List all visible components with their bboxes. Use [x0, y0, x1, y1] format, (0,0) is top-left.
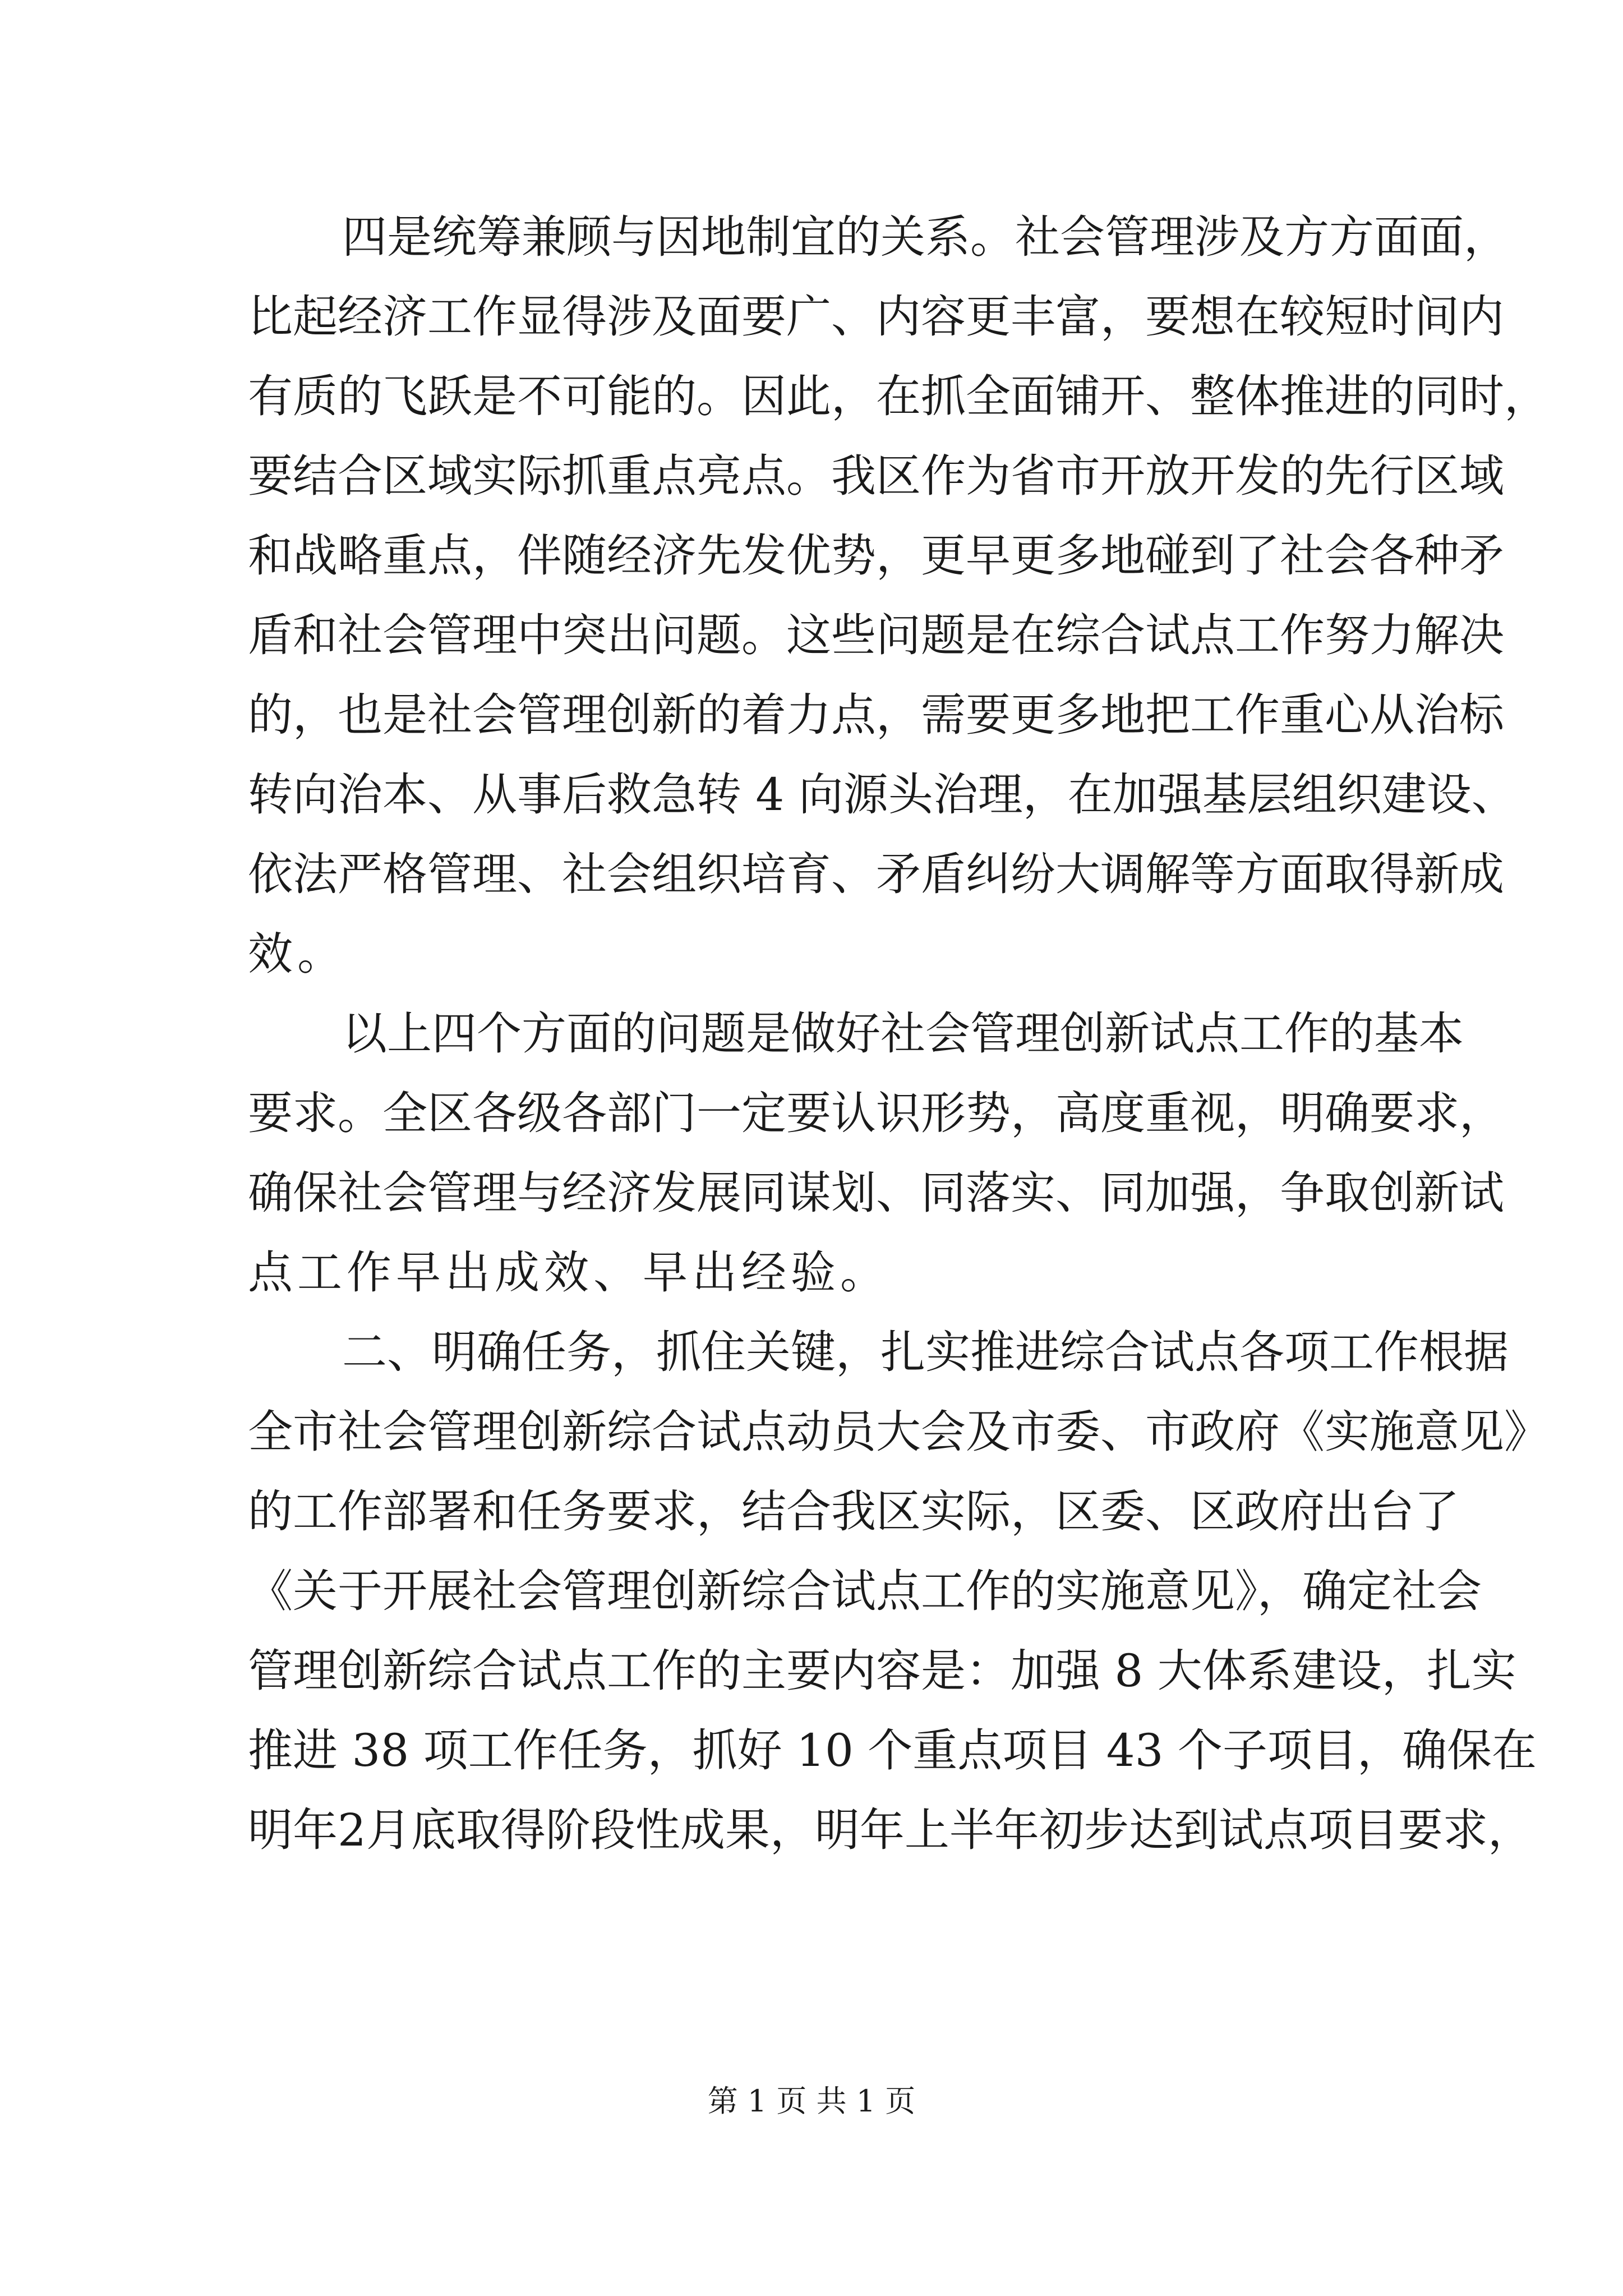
paragraph-line: 效。 — [248, 928, 347, 980]
paragraph-line: 的，也是社会管理创新的着力点，需要更多地把工作重心从治标 — [248, 689, 1504, 741]
paragraph-line: 管理创新综合试点工作的主要内容是：加强 8 大体系建设，扎实 — [248, 1645, 1516, 1697]
paragraph-line: 《关于开展社会管理创新综合试点工作的实施意见》，确定社会 — [248, 1565, 1482, 1617]
paragraph-line: 推进 38 项工作任务，抓好 10 个重点项目 43 个子项目，确保在 — [248, 1724, 1537, 1777]
paragraph-line: 依法严格管理、社会组织培育、矛盾纠纷大调解等方面取得新成 — [248, 848, 1504, 900]
paragraph-line: 有质的飞跃是不可能的。因此，在抓全面铺开、整体推进的同时， — [248, 370, 1549, 422]
paragraph-line: 全市社会管理创新综合试点动员大会及市委、市政府《实施意见》 — [248, 1406, 1549, 1458]
document-body — [248, 197, 1549, 1870]
page-number-footer: 第 1 页 共 1 页 — [707, 2083, 916, 2119]
paragraph-2 — [248, 994, 1504, 1313]
paragraph-line: 盾和社会管理中突出问题。这些问题是在综合试点工作努力解决 — [248, 609, 1504, 661]
paragraph-line: 和战略重点，伴随经济先发优势，更早更多地碰到了社会各种矛 — [248, 530, 1504, 582]
paragraph-line: 要结合区域实际抓重点亮点。我区作为省市开放开发的先行区域 — [248, 450, 1504, 502]
paragraph-line: 四是统筹兼顾与因地制宜的关系。社会管理涉及方方面面， — [342, 211, 1509, 263]
paragraph-line: 以上四个方面的问题是做好社会管理创新试点工作的基本 — [342, 1007, 1464, 1060]
paragraph-line: 点工作早出成效、早出经验。 — [248, 1246, 889, 1299]
paragraph-line: 的工作部署和任务要求，结合我区实际，区委、区政府出台了 — [248, 1485, 1459, 1538]
paragraph-line: 转向治本、从事后救急转 4 向源头治理，在加强基层组织建设、 — [248, 769, 1516, 821]
paragraph-line: 要求。全区各级各部门一定要认识形势，高度重视，明确要求， — [248, 1087, 1504, 1139]
paragraph-3 — [248, 1313, 1549, 1870]
paragraph-line: 比起经济工作显得涉及面要广、内容更丰富，要想在较短时间内 — [248, 291, 1504, 343]
paragraph-line: 确保社会管理与经济发展同谋划、同落实、同加强，争取创新试 — [248, 1167, 1504, 1219]
paragraph-line: 明年2月底取得阶段性成果，明年上半年初步达到试点项目要求， — [248, 1804, 1533, 1856]
paragraph-1 — [248, 197, 1549, 994]
paragraph-line: 二、明确任务，抓住关键，扎实推进综合试点各项工作根据 — [342, 1326, 1509, 1378]
